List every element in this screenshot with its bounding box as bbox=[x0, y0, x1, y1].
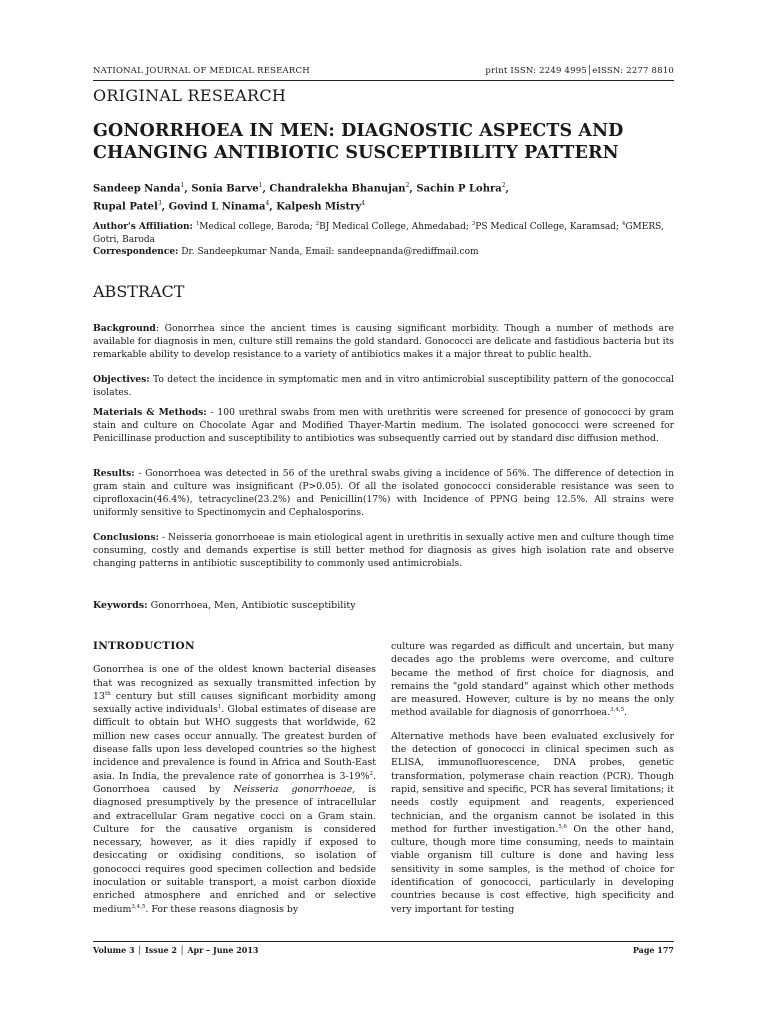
aff-sup: 4 bbox=[621, 221, 626, 227]
intro-paragraph-1 bbox=[93, 663, 376, 916]
citation: 5,6 bbox=[558, 823, 567, 830]
text: is diagnosed presumptively by the presence of intracellular and extracellular Gram negative cocci on a Gram stain. Culture for the causative organism is considered necessary, however, as it dies rapidly if exposed to desiccating or oxidising conditions, so isolation of gonococci requires good specimen collection and bedside inoculation or suitable transport, a moist carbon dioxide enriched atmosphere and enriched and or selective medium bbox=[93, 783, 377, 915]
body-column-right bbox=[391, 640, 674, 926]
author: Kalpesh Mistry bbox=[276, 201, 362, 213]
superscript: th bbox=[104, 690, 111, 697]
species-name: Neisseria gonorrhoeae, bbox=[233, 783, 356, 795]
issue-info: Volume 3 │ Issue 2 │ Apr – June 2013 bbox=[93, 945, 259, 955]
text: culture was regarded as difficult and uncertain, but many decades ago the problems were overcome, and culture became the method of first choice for diagnosis, and remains the "gold standard" against which other methods are measured. However, culture is by no means the only method available for diagnosis of gonorrhoea. bbox=[391, 641, 674, 719]
conclusions-label: Conclusions: bbox=[93, 532, 159, 543]
page-number: Page 177 bbox=[632, 945, 674, 955]
correspondence-text: Dr. Sandeepkumar Nanda, Email: sandeepnanda@rediffmail.com bbox=[181, 247, 479, 257]
objectives-label: Objectives: bbox=[93, 374, 150, 385]
abstract-heading: ABSTRACT bbox=[93, 282, 185, 301]
author-sup: 4 bbox=[265, 200, 270, 208]
abstract-results bbox=[93, 467, 674, 519]
author-sup: 2 bbox=[501, 182, 506, 189]
aff-sup: 1 bbox=[195, 221, 200, 227]
abstract-objectives bbox=[93, 373, 674, 399]
author-sup: 1 bbox=[180, 182, 185, 189]
correspondence bbox=[93, 246, 674, 259]
abstract-conclusions bbox=[93, 531, 674, 570]
aff-text: GMERS, bbox=[625, 222, 664, 232]
author-sup: 4 bbox=[361, 200, 365, 208]
background-text: : Gonorrhea since the ancient times is causing significant morbidity. Though a number of methods are available for diagnosis in men, culture still remains the gold standard. Gonococci are delicate and fastidious bacteria but its remarkable ability to develop resistance to a variety of antibiotics makes it a major threat to public health. bbox=[93, 323, 674, 360]
results-text: - Gonorrhoea was detected in 56 of the urethral swabs giving a incidence of 56%. The difference of detection in gram stain and culture was insignificant (P>0.05). Of all the isolated gonococci considerable resistance was seen to ciprofloxacin(46.4%), tetracycline(23.2%) and Penicillin(17%) with Incidence of PPNG being 12.5%. All strains were uniformly sensitive to Spectinomycin and Cephalosporins. bbox=[93, 468, 674, 518]
text: . bbox=[624, 707, 628, 719]
author-sup: 1 bbox=[258, 182, 263, 189]
paper-page bbox=[93, 0, 674, 1024]
abstract-background bbox=[93, 322, 674, 361]
introduction-heading: INTRODUCTION bbox=[93, 640, 195, 652]
text: Gonorrhea is one of the oldest known bacterial diseases that was recognized as sexually transmitted infection by 13 bbox=[93, 664, 376, 702]
author-meta bbox=[93, 218, 674, 259]
objectives-text: To detect the incidence in symptomatic men and in vitro antimicrobial susceptibility pattern of the gonococcal isolates. bbox=[93, 374, 674, 398]
keywords-text: Gonorrhoea, Men, Antibiotic susceptibility bbox=[147, 600, 356, 611]
affiliation-label: Author's Affiliation: bbox=[93, 222, 193, 232]
author: Sonia Barve bbox=[191, 183, 259, 195]
background-label: Background bbox=[93, 323, 156, 334]
citation: 3,4,5 bbox=[131, 903, 146, 910]
text: century but still causes significant morbidity among sexually active individuals bbox=[93, 690, 376, 716]
body-column-left bbox=[93, 640, 376, 926]
results-label: Results: bbox=[93, 468, 135, 479]
aff-text: BJ Medical College, Ahmedabad; bbox=[319, 222, 472, 232]
author: Sandeep Nanda bbox=[93, 183, 181, 195]
citation: 3,4,5 bbox=[610, 707, 625, 714]
paper-title bbox=[93, 120, 674, 164]
section-label: ORIGINAL RESEARCH bbox=[93, 86, 287, 105]
methods-text: - 100 urethral swabs from men with urethritis were screened for presence of gonococci by gram stain and culture on Chocolate Agar and Modified Thayer-Martin medium. The isolated gonococci were screened for Penicillinase production and susceptibility to antibiotics was subsequently carried out by standard disc diffusion method. bbox=[93, 407, 675, 444]
issn: print ISSN: 2249 4995│eISSN: 2277 8810 bbox=[485, 66, 674, 76]
abstract-methods bbox=[93, 406, 674, 445]
citation: 2 bbox=[369, 770, 374, 777]
intro-paragraph-3 bbox=[391, 730, 674, 916]
journal-name: NATIONAL JOURNAL OF MEDICAL RESEARCH bbox=[93, 66, 310, 76]
correspondence-label: Correspondence: bbox=[93, 247, 179, 257]
conclusions-text: - Neisseria gonorrhoeae is main etiological agent in urethritis in sexually active men and culture though time consuming, costly and demands expertise is still better method for diagnosis as gives high isolation rate and observe changing patterns in antibiotic susceptibility to commonly used antimicrobials. bbox=[93, 532, 674, 569]
author: Chandralekha Bhanujan bbox=[269, 183, 406, 195]
author: Rupal Patel bbox=[93, 201, 158, 213]
methods-label: Materials & Methods: bbox=[93, 407, 207, 418]
text: On the other hand, culture, though more time consuming, needs to maintain viable organism till culture is done and having less sensitivity in some samples, is the method of choice for identification of gonococci, particularly in developing countries because is cost effective, high specificity and very important for testing bbox=[391, 823, 674, 915]
text: . Gonorrhoea caused by bbox=[93, 770, 376, 795]
keywords bbox=[93, 600, 674, 611]
footer-rule bbox=[93, 941, 674, 942]
title-line-1: GONORRHOEA IN MEN: DIAGNOSTIC ASPECTS AND bbox=[93, 121, 624, 141]
header-rule bbox=[93, 80, 674, 81]
affiliation-line-2: Gotri, Baroda bbox=[93, 234, 155, 245]
text: Alternative methods have been evaluated exclusively for the detection of gonococci in clinical specimen such as ELISA, immunofluorescence, DNA probes, genetic transformation, polymerase chain reaction (PCR). Though rapid, sensitive and specific, PCR has several limitations; it needs costly equipment and reagents, experienced technician, and the organism cannot be isolated in this method for further investigation. bbox=[391, 730, 674, 835]
keywords-label: Keywords: bbox=[93, 600, 148, 611]
text: . Global estimates of disease are difficult to obtain but WHO suggests that worldwide, 62 million new cases occur annually. The greatest burden of disease falls upon less developed countries so the highest incidence and prevalence is found in Africa and South-East asia. In India, the prevalence rate of gonorrhea is 3-19% bbox=[93, 704, 376, 782]
title-line-2: CHANGING ANTIBIOTIC SUSCEPTIBILITY PATTERN bbox=[93, 143, 619, 163]
author-sup: 3 bbox=[157, 200, 162, 208]
citation: 1 bbox=[217, 704, 222, 711]
affiliation bbox=[93, 218, 674, 234]
aff-sup: 3 bbox=[471, 221, 476, 227]
author: Govind L Ninama bbox=[168, 201, 266, 213]
author-list: Sandeep Nanda$^1$, Sonia Barve$^1$, Chandralekha Bhanujan$^2$, Sachin P Lohra$^2$, Rupal Patel$^3$, Govind L Ninama$^4$, Kalpesh Mistry$^4$ bbox=[93, 182, 510, 213]
intro-paragraph-2 bbox=[391, 640, 674, 720]
author: Sachin P Lohra bbox=[416, 183, 502, 195]
aff-text: Medical college, Baroda; bbox=[199, 222, 316, 232]
author-sup: 2 bbox=[405, 182, 410, 189]
aff-text: PS Medical College, Karamsad; bbox=[475, 222, 622, 232]
text: . For these reasons diagnosis by bbox=[145, 903, 299, 915]
aff-sup: 2 bbox=[315, 221, 320, 227]
